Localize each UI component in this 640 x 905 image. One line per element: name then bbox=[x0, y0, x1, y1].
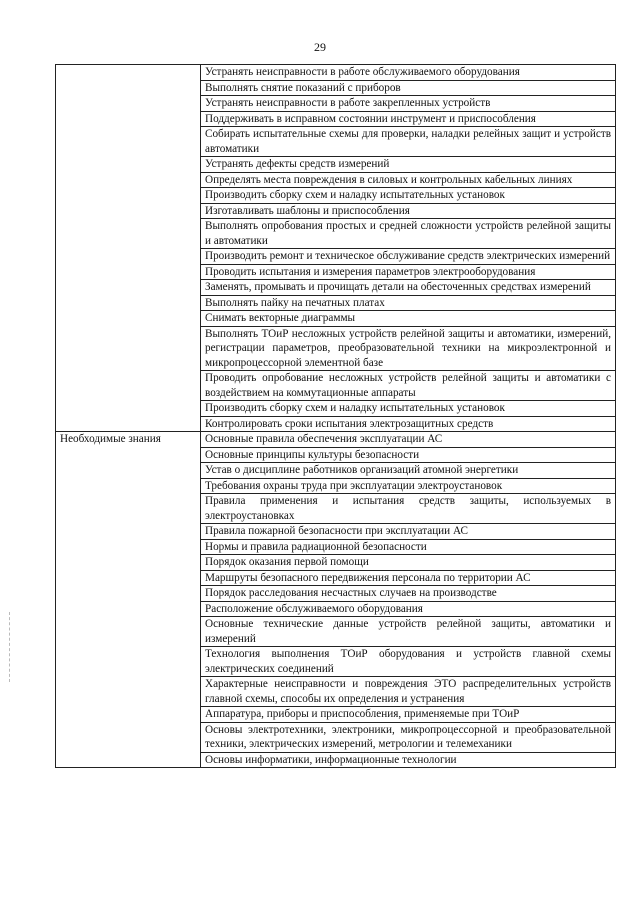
requirement-item: Собирать испытательные схемы для проверки, наладки релейных защит и устройств автоматики bbox=[201, 127, 616, 157]
scan-margin-mark bbox=[9, 612, 11, 682]
requirement-item: Выполнять пайку на печатных платах bbox=[201, 295, 616, 311]
requirement-item: Расположение обслуживаемого оборудования bbox=[201, 601, 616, 617]
requirement-item: Правила применения и испытания средств защиты, используемых в электроустановках bbox=[201, 494, 616, 524]
requirement-item: Заменять, промывать и прочищать детали на обесточенных средствах измерений bbox=[201, 280, 616, 296]
requirement-item: Нормы и правила радиационной безопасности bbox=[201, 539, 616, 555]
requirement-item: Выполнять ТОиР несложных устройств релейной защиты и автоматики, измерений, регистрации параметров, преобразовательной техники на микроэлектронной и микропроцессорной элементной базе bbox=[201, 326, 616, 371]
requirement-item: Основные технические данные устройств релейной защиты, автоматики и измерений bbox=[201, 617, 616, 647]
requirement-item: Основные принципы культуры безопасности bbox=[201, 447, 616, 463]
requirement-item: Требования охраны труда при эксплуатации электроустановок bbox=[201, 478, 616, 494]
requirement-item: Устранять неисправности в работе закрепленных устройств bbox=[201, 96, 616, 112]
table-row bbox=[56, 432, 616, 448]
requirement-item: Проводить испытания и измерения параметров электрооборудования bbox=[201, 264, 616, 280]
requirement-item: Маршруты безопасного передвижения персонала по территории АС bbox=[201, 570, 616, 586]
requirement-item: Правила пожарной безопасности при эксплуатации АС bbox=[201, 524, 616, 540]
table-row bbox=[56, 65, 616, 81]
requirement-item: Поддерживать в исправном состоянии инструмент и приспособления bbox=[201, 111, 616, 127]
requirement-item: Производить сборку схем и наладку испытательных установок bbox=[201, 188, 616, 204]
requirement-item: Аппаратура, приборы и приспособления, применяемые при ТОиР bbox=[201, 707, 616, 723]
requirement-item: Снимать векторные диаграммы bbox=[201, 311, 616, 327]
requirement-item: Основы информатики, информационные технологии bbox=[201, 752, 616, 768]
requirement-item: Устранять дефекты средств измерений bbox=[201, 157, 616, 173]
requirement-item: Контролировать сроки испытания электрозащитных средств bbox=[201, 416, 616, 432]
requirement-item: Характерные неисправности и повреждения ЭТО распределительных устройств главной схемы, способы их определения и устранения bbox=[201, 677, 616, 707]
section-label-cell: Необходимые знания bbox=[56, 432, 201, 768]
requirement-item: Основы электротехники, электроники, микропроцессорной и преобразовательной техники, электрических измерений, метрологии и телемеханики bbox=[201, 722, 616, 752]
page-number: 29 bbox=[314, 40, 326, 54]
requirement-item: Проводить опробование несложных устройств релейной защиты и автоматики с воздействием на коммутационные аппараты bbox=[201, 371, 616, 401]
requirement-item: Основные правила обеспечения эксплуатации АС bbox=[201, 432, 616, 448]
requirement-item: Порядок оказания первой помощи bbox=[201, 555, 616, 571]
competency-table bbox=[55, 64, 616, 768]
requirement-item: Выполнять снятие показаний с приборов bbox=[201, 80, 616, 96]
section-label-cell bbox=[56, 65, 201, 432]
requirement-item: Технология выполнения ТОиР оборудования и устройств главной схемы электрических соединений bbox=[201, 647, 616, 677]
requirement-item: Устав о дисциплине работников организаций атомной энергетики bbox=[201, 463, 616, 479]
requirement-item: Производить ремонт и техническое обслуживание средств электрических измерений bbox=[201, 249, 616, 265]
table-body bbox=[56, 65, 616, 768]
requirement-item: Изготавливать шаблоны и приспособления bbox=[201, 203, 616, 219]
requirement-item: Порядок расследования несчастных случаев на производстве bbox=[201, 586, 616, 602]
requirement-item: Производить сборку схем и наладку испытательных установок bbox=[201, 401, 616, 417]
requirement-item: Выполнять опробования простых и средней сложности устройств релейной защиты и автоматики bbox=[201, 219, 616, 249]
requirement-item: Определять места повреждения в силовых и контрольных кабельных линиях bbox=[201, 172, 616, 188]
requirement-item: Устранять неисправности в работе обслуживаемого оборудования bbox=[201, 65, 616, 81]
